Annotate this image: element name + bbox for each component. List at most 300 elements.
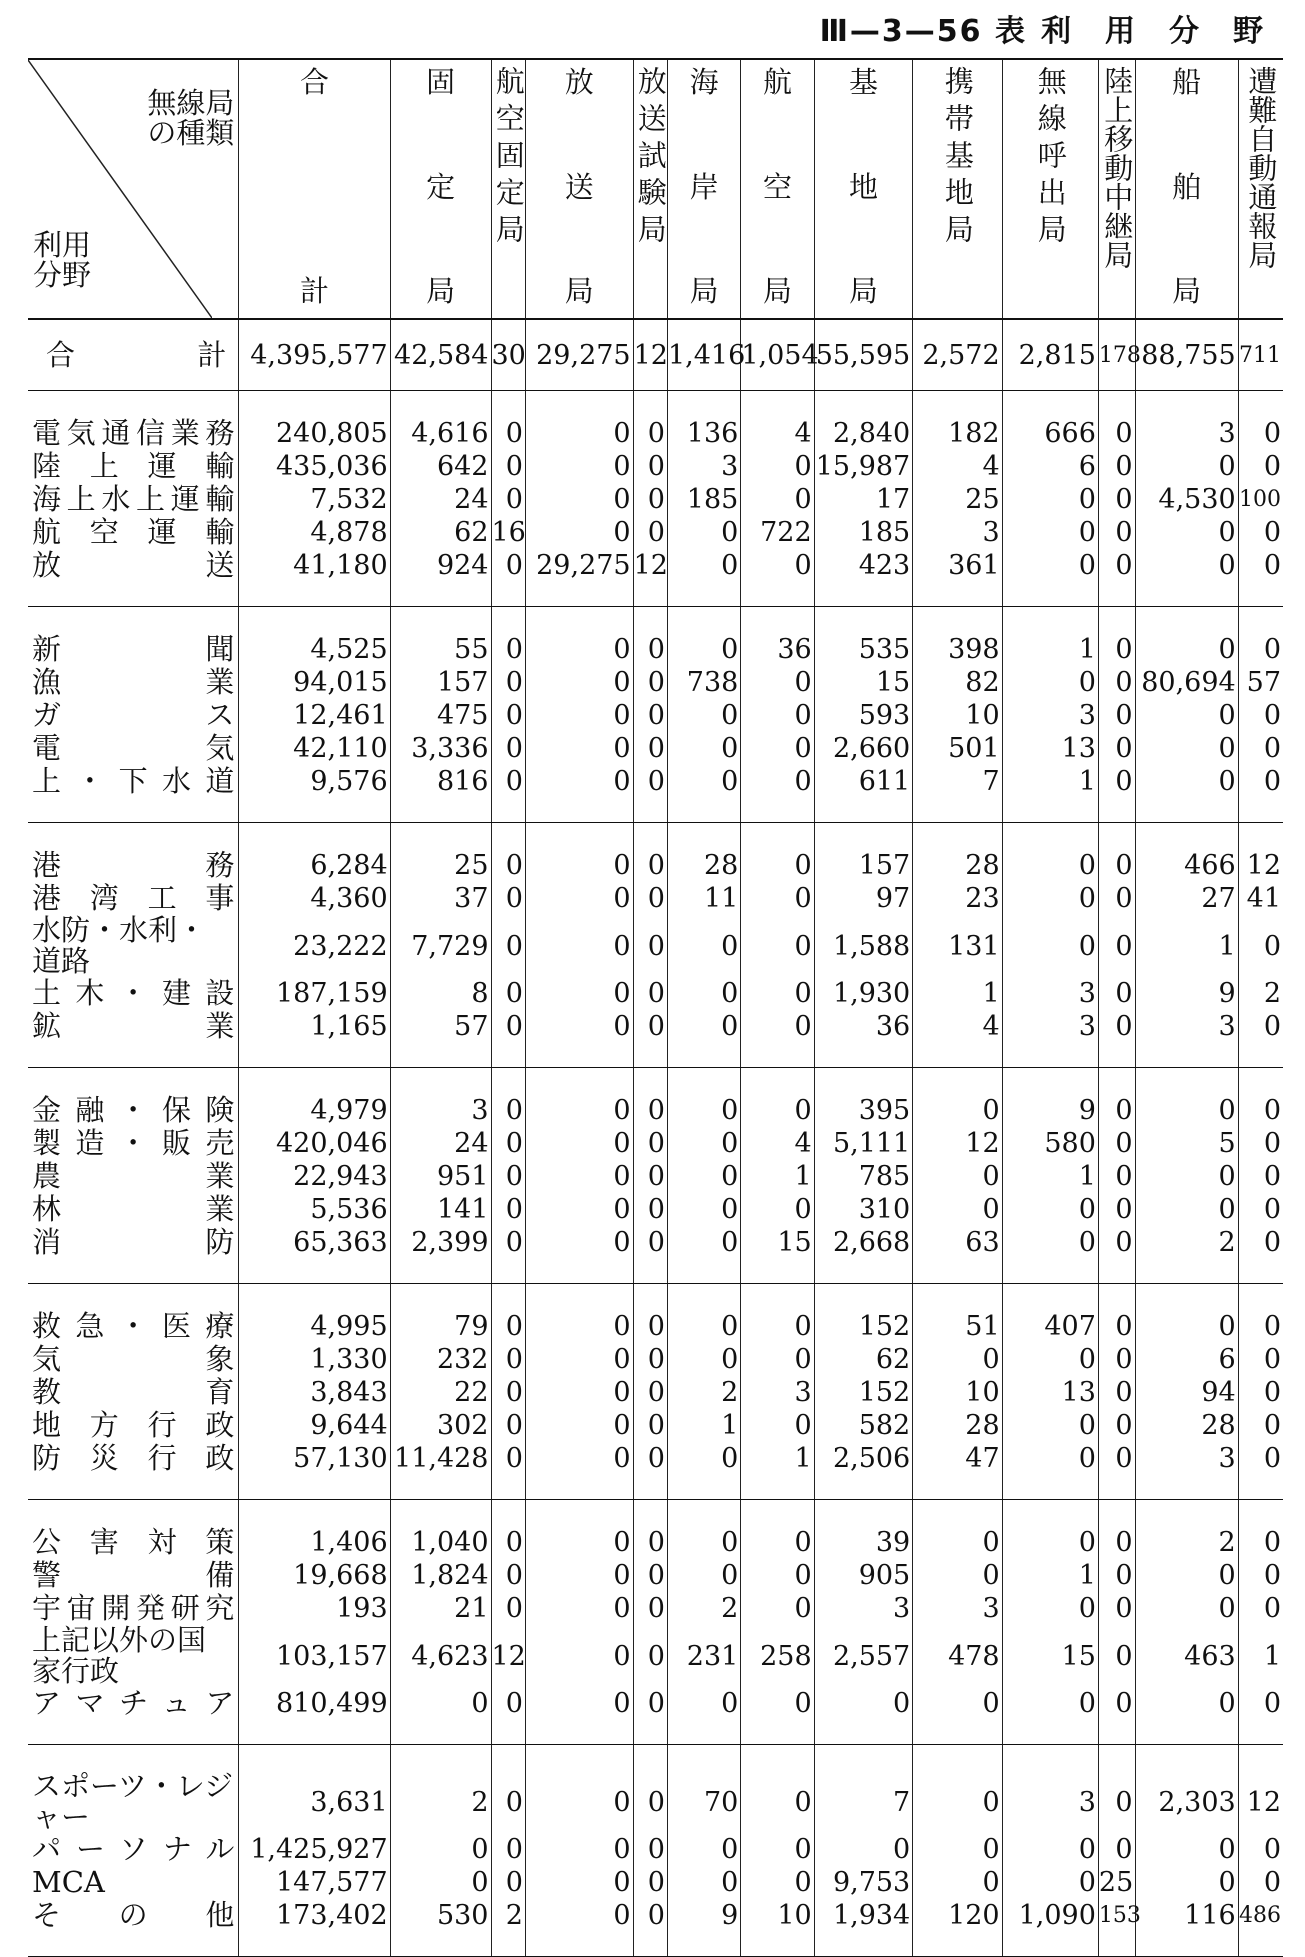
table-cell: 9,644	[239, 1409, 390, 1442]
table-cell: 3	[741, 1376, 814, 1409]
table-cell: 0	[1002, 1226, 1098, 1284]
table-cell: 0	[667, 699, 740, 732]
table-cell: 3	[667, 450, 740, 483]
table-cell: 4	[741, 1127, 814, 1160]
table-cell: 0	[525, 607, 633, 667]
table-cell: 29,275	[525, 319, 633, 391]
table-cell: 5	[1135, 1127, 1238, 1160]
row-label: 放送	[28, 549, 239, 607]
table-cell: 0	[1098, 1500, 1135, 1560]
table-cell: 0	[1002, 1833, 1098, 1866]
table-row	[28, 765, 1283, 823]
table-cell: 0	[633, 1127, 667, 1160]
table-row	[28, 1226, 1283, 1284]
table-cell: 0	[633, 1899, 667, 1957]
table-row	[28, 319, 1283, 391]
column-header	[239, 59, 390, 319]
table-cell: 0	[1098, 516, 1135, 549]
table-cell: 1	[1002, 1559, 1098, 1592]
table-cell: 0	[1098, 1592, 1135, 1625]
table-cell: 0	[525, 516, 633, 549]
table-cell: 0	[1238, 1193, 1283, 1226]
table-cell: 8	[390, 977, 491, 1010]
table-cell: 486	[1238, 1899, 1283, 1957]
table-cell: 63	[913, 1226, 1002, 1284]
table-cell: 231	[667, 1625, 740, 1687]
row-label: 鉱業	[28, 1010, 239, 1068]
corner-field: 利用分野	[32, 228, 91, 293]
table-cell: 12	[491, 1625, 525, 1687]
table-cell: 39	[814, 1500, 913, 1560]
table-cell: 0	[491, 607, 525, 667]
table-cell: 0	[633, 1833, 667, 1866]
table-cell: 0	[1002, 1193, 1098, 1226]
table-cell: 0	[525, 1866, 633, 1899]
table-cell: 185	[667, 483, 740, 516]
table-cell: 0	[1098, 699, 1135, 732]
table-cell: 9,576	[239, 765, 390, 823]
table-cell: 22	[390, 1376, 491, 1409]
table-cell: 0	[741, 1500, 814, 1560]
table-cell: 0	[633, 483, 667, 516]
table-cell: 0	[525, 1343, 633, 1376]
table-cell: 0	[667, 1010, 740, 1068]
table-cell: 2,660	[814, 732, 913, 765]
table-cell: 951	[390, 1160, 491, 1193]
data-table-wrapper	[28, 58, 1283, 1957]
table-cell: 136	[667, 391, 740, 451]
table-row	[28, 823, 1283, 883]
table-cell: 94	[1135, 1376, 1238, 1409]
table-cell: 1	[741, 1442, 814, 1500]
corner-header	[28, 59, 239, 319]
row-label: 港務	[28, 823, 239, 883]
column-header-char: 固	[426, 65, 456, 99]
table-cell: 0	[633, 1226, 667, 1284]
table-cell: 3	[1135, 1010, 1238, 1068]
table-cell: 4	[913, 1010, 1002, 1068]
table-cell: 0	[741, 1284, 814, 1344]
table-cell: 722	[741, 516, 814, 549]
column-header-label: 無線呼出局	[1033, 66, 1068, 251]
table-cell: 0	[667, 1833, 740, 1866]
column-header-label: 航空固定局	[491, 66, 526, 251]
table-cell: 23,222	[239, 915, 390, 977]
column-header-char: 基	[848, 65, 878, 99]
table-cell: 173,402	[239, 1899, 390, 1957]
column-header-char: 海	[689, 65, 719, 99]
table-cell: 1	[1002, 607, 1098, 667]
table-cell: 4,525	[239, 607, 390, 667]
table-row	[28, 549, 1283, 607]
table-cell: 3	[1002, 1745, 1098, 1834]
table-row	[28, 1625, 1283, 1687]
table-cell: 0	[633, 450, 667, 483]
table-cell: 3	[1002, 977, 1098, 1010]
table-cell: 62	[390, 516, 491, 549]
table-row	[28, 1284, 1283, 1344]
table-cell: 0	[1002, 915, 1098, 977]
table-cell: 0	[1238, 516, 1283, 549]
table-cell: 0	[1238, 1687, 1283, 1745]
table-cell: 4	[741, 391, 814, 451]
table-cell: 0	[741, 915, 814, 977]
table-cell: 0	[1002, 1343, 1098, 1376]
table-cell: 0	[633, 1343, 667, 1376]
table-cell: 0	[1098, 823, 1135, 883]
table-cell: 1	[1002, 765, 1098, 823]
table-cell: 0	[741, 666, 814, 699]
table-row	[28, 1687, 1283, 1745]
table-cell: 0	[913, 1745, 1002, 1834]
table-cell: 0	[741, 732, 814, 765]
table-cell: 22,943	[239, 1160, 390, 1193]
table-cell: 0	[1098, 765, 1135, 823]
table-cell: 0	[1238, 699, 1283, 732]
column-header-char: 航	[762, 65, 792, 99]
column-header	[390, 59, 491, 319]
table-row	[28, 666, 1283, 699]
table-cell: 97	[814, 882, 913, 915]
table-cell: 0	[633, 823, 667, 883]
table-cell: 0	[1098, 1343, 1135, 1376]
table-cell: 4,623	[390, 1625, 491, 1687]
table-row	[28, 1010, 1283, 1068]
table-row	[28, 391, 1283, 451]
table-cell: 25	[913, 483, 1002, 516]
table-cell: 0	[390, 1866, 491, 1899]
table-cell: 0	[1098, 915, 1135, 977]
table-cell: 193	[239, 1592, 390, 1625]
table-cell: 0	[741, 823, 814, 883]
table-cell: 0	[1098, 1559, 1135, 1592]
table-cell: 25	[1098, 1867, 1134, 1898]
table-cell: 3	[814, 1592, 913, 1625]
column-header-char: 局	[689, 274, 719, 308]
table-cell: 0	[491, 882, 525, 915]
table-cell: 12	[633, 319, 667, 391]
table-cell: 41,180	[239, 549, 390, 607]
row-label: MCA	[28, 1866, 239, 1899]
table-cell: 0	[525, 882, 633, 915]
table-cell: 2	[1238, 977, 1283, 1010]
table-cell: 6	[1135, 1343, 1238, 1376]
table-cell: 0	[1135, 1866, 1238, 1899]
table-cell: 4,616	[390, 391, 491, 451]
table-cell: 0	[1098, 1068, 1135, 1128]
column-header	[633, 59, 667, 319]
table-cell: 36	[741, 607, 814, 667]
table-cell: 10	[913, 1376, 1002, 1409]
table-cell: 711	[1238, 319, 1283, 391]
table-row	[28, 483, 1283, 516]
table-cell: 7	[814, 1745, 913, 1834]
table-body	[28, 319, 1283, 1957]
table-cell: 153	[1098, 1899, 1135, 1957]
table-cell: 37	[390, 882, 491, 915]
table-cell: 0	[491, 450, 525, 483]
table-cell: 27	[1135, 882, 1238, 915]
table-cell: 3	[1002, 1010, 1098, 1068]
table-cell: 258	[741, 1625, 814, 1687]
table-cell: 12	[633, 549, 667, 607]
row-label: 防災行政	[28, 1442, 239, 1500]
table-cell: 2	[667, 1376, 740, 1409]
table-cell: 0	[1098, 391, 1135, 451]
table-cell: 0	[1098, 1442, 1135, 1500]
table-cell: 0	[741, 1409, 814, 1442]
table-cell: 0	[525, 1833, 633, 1866]
table-cell: 178	[1098, 319, 1135, 391]
table-cell: 0	[1238, 765, 1283, 823]
table-cell: 6,284	[239, 823, 390, 883]
table-cell: 738	[667, 666, 740, 699]
table-cell: 0	[491, 1193, 525, 1226]
table-row	[28, 1500, 1283, 1560]
table-cell: 0	[741, 1833, 814, 1866]
table-cell: 0	[741, 1193, 814, 1226]
table-cell: 1,165	[239, 1010, 390, 1068]
column-header-label: 放送試験局	[633, 66, 668, 251]
table-cell: 407	[1002, 1284, 1098, 1344]
table-cell: 1	[741, 1160, 814, 1193]
table-cell: 0	[1002, 1442, 1098, 1500]
table-row	[28, 516, 1283, 549]
table-cell: 0	[1098, 1127, 1135, 1160]
table-cell: 4,878	[239, 516, 390, 549]
table-cell: 147,577	[239, 1866, 390, 1899]
table-cell: 0	[741, 1745, 814, 1834]
table-cell: 30	[491, 319, 525, 391]
table-cell: 0	[525, 1160, 633, 1193]
table-cell: 0	[633, 1592, 667, 1625]
table-cell: 785	[814, 1160, 913, 1193]
table-cell: 1	[1002, 1160, 1098, 1193]
table-cell: 0	[1238, 1592, 1283, 1625]
table-cell: 0	[1098, 666, 1135, 699]
table-cell: 9	[1135, 977, 1238, 1010]
table-cell: 0	[913, 1500, 1002, 1560]
table-cell: 0	[1238, 1376, 1283, 1409]
table-cell: 420,046	[239, 1127, 390, 1160]
table-cell: 0	[491, 1866, 525, 1899]
table-cell: 0	[525, 823, 633, 883]
table-cell: 1,588	[814, 915, 913, 977]
row-label: 電気通信業務	[28, 391, 239, 451]
row-label: 警備	[28, 1559, 239, 1592]
table-cell: 3	[390, 1068, 491, 1128]
table-cell: 0	[667, 1160, 740, 1193]
table-cell: 0	[1238, 1500, 1283, 1560]
table-cell: 0	[525, 1226, 633, 1284]
table-cell: 0	[1002, 1687, 1098, 1745]
table-cell: 0	[633, 732, 667, 765]
table-cell: 475	[390, 699, 491, 732]
table-cell: 0	[1098, 450, 1135, 483]
table-cell: 535	[814, 607, 913, 667]
table-cell: 51	[913, 1284, 1002, 1344]
table-cell: 0	[633, 1500, 667, 1560]
table-cell: 0	[633, 391, 667, 451]
table-cell: 0	[667, 1193, 740, 1226]
table-cell: 0	[491, 1409, 525, 1442]
header-row	[28, 59, 1283, 319]
table-cell: 0	[633, 1625, 667, 1687]
table-cell: 0	[667, 607, 740, 667]
table-cell: 116	[1135, 1899, 1238, 1957]
table-cell: 28	[913, 1409, 1002, 1442]
table-cell: 0	[491, 1284, 525, 1344]
column-header-char: 局	[848, 274, 878, 308]
table-cell: 0	[1238, 391, 1283, 451]
table-cell: 157	[390, 666, 491, 699]
column-header-char: 岸	[689, 169, 719, 204]
table-cell: 0	[1098, 549, 1135, 607]
table-cell: 1,054	[741, 319, 814, 391]
table-cell: 7,729	[390, 915, 491, 977]
table-cell: 0	[633, 1687, 667, 1745]
table-cell: 0	[525, 391, 633, 451]
table-cell: 62	[814, 1343, 913, 1376]
table-cell: 3	[913, 516, 1002, 549]
table-cell: 0	[1135, 699, 1238, 732]
table-cell: 0	[667, 1226, 740, 1284]
table-row	[28, 450, 1283, 483]
column-header	[1098, 59, 1135, 319]
table-cell: 0	[1002, 823, 1098, 883]
table-cell: 0	[1002, 882, 1098, 915]
table-cell: 185	[814, 516, 913, 549]
table-cell: 100	[1238, 483, 1283, 516]
table-cell: 7,532	[239, 483, 390, 516]
column-header-char: 定	[426, 169, 456, 204]
table-cell: 11,428	[390, 1442, 491, 1500]
table-cell: 0	[491, 765, 525, 823]
table-cell: 435,036	[239, 450, 390, 483]
table-cell: 0	[525, 1068, 633, 1128]
table-cell: 12	[1238, 823, 1283, 883]
row-label: 合計	[28, 319, 239, 391]
table-cell: 0	[491, 666, 525, 699]
table-cell: 1,040	[390, 1500, 491, 1560]
table-cell: 0	[1098, 1160, 1135, 1193]
table-cell: 0	[491, 391, 525, 451]
table-cell: 79	[390, 1284, 491, 1344]
column-header-char: 局	[762, 274, 792, 308]
column-header-char: 放	[564, 65, 594, 99]
table-label: 利用分野	[1041, 14, 1297, 49]
row-label: 上記以外の国家行政	[28, 1625, 239, 1687]
row-label: 宇宙開発研究	[28, 1592, 239, 1625]
table-cell: 55,595	[814, 319, 913, 391]
table-cell: 0	[1238, 732, 1283, 765]
table-cell: 2,668	[814, 1226, 913, 1284]
column-header	[1238, 59, 1283, 319]
table-cell: 6	[1002, 450, 1098, 483]
table-cell: 0	[667, 915, 740, 977]
row-label: 教育	[28, 1376, 239, 1409]
table-cell: 0	[741, 549, 814, 607]
table-cell: 0	[525, 1687, 633, 1745]
row-label: 気象	[28, 1343, 239, 1376]
table-cell: 13	[1002, 732, 1098, 765]
table-cell: 28	[913, 823, 1002, 883]
table-cell: 0	[741, 1592, 814, 1625]
table-cell: 0	[667, 516, 740, 549]
row-label: 林業	[28, 1193, 239, 1226]
table-cell: 0	[1135, 1193, 1238, 1226]
table-cell: 0	[1135, 450, 1238, 483]
table-cell: 501	[913, 732, 1002, 765]
table-cell: 0	[525, 1625, 633, 1687]
table-cell: 1	[1135, 915, 1238, 977]
table-row	[28, 1592, 1283, 1625]
table-cell: 3	[1135, 1442, 1238, 1500]
table-cell: 0	[1002, 1409, 1098, 1442]
table-cell: 0	[1098, 607, 1135, 667]
table-cell: 65,363	[239, 1226, 390, 1284]
table-cell: 103,157	[239, 1625, 390, 1687]
table-cell: 0	[667, 1442, 740, 1500]
table-cell: 9	[667, 1899, 740, 1957]
table-cell: 2	[1135, 1226, 1238, 1284]
table-cell: 0	[1002, 1500, 1098, 1560]
table-cell: 0	[633, 1442, 667, 1500]
table-cell: 1,930	[814, 977, 913, 1010]
table-cell: 28	[1135, 1409, 1238, 1442]
table-cell: 94,015	[239, 666, 390, 699]
row-label: その他	[28, 1899, 239, 1957]
table-cell: 10	[741, 1899, 814, 1957]
table-cell: 478	[913, 1625, 1002, 1687]
column-header-label: 陸上移動中継局	[1100, 66, 1135, 269]
table-cell: 0	[1238, 607, 1283, 667]
table-cell: 0	[913, 1343, 1002, 1376]
table-cell: 3,843	[239, 1376, 390, 1409]
table-cell: 0	[667, 1687, 740, 1745]
row-label: アマチュア	[28, 1687, 239, 1745]
table-row	[28, 699, 1283, 732]
table-cell: 0	[491, 699, 525, 732]
table-cell: 0	[667, 1343, 740, 1376]
table-cell: 0	[633, 1284, 667, 1344]
table-cell: 3,631	[239, 1745, 390, 1834]
table-cell: 0	[491, 1833, 525, 1866]
table-cell: 0	[1135, 1160, 1238, 1193]
table-cell: 0	[913, 1068, 1002, 1128]
table-row	[28, 1833, 1283, 1866]
table-cell: 0	[633, 1160, 667, 1193]
table-cell: 0	[741, 1687, 814, 1745]
table-cell: 141	[390, 1193, 491, 1226]
table-cell: 1	[1238, 1625, 1283, 1687]
table-cell: 3	[913, 1592, 1002, 1625]
table-cell: 361	[913, 549, 1002, 607]
table-cell: 0	[1238, 1284, 1283, 1344]
row-label: 土木・建設	[28, 977, 239, 1010]
row-label: 上・下水道	[28, 765, 239, 823]
table-cell: 0	[1238, 1127, 1283, 1160]
table-cell: 17	[814, 483, 913, 516]
row-label: 水防・水利・道路	[28, 915, 239, 977]
column-header	[1002, 59, 1098, 319]
table-cell: 57	[390, 1010, 491, 1068]
table-cell: 55	[390, 607, 491, 667]
table-cell: 4	[913, 450, 1002, 483]
table-cell: 0	[667, 1500, 740, 1560]
table-cell: 10	[913, 699, 1002, 732]
table-cell: 2	[667, 1592, 740, 1625]
